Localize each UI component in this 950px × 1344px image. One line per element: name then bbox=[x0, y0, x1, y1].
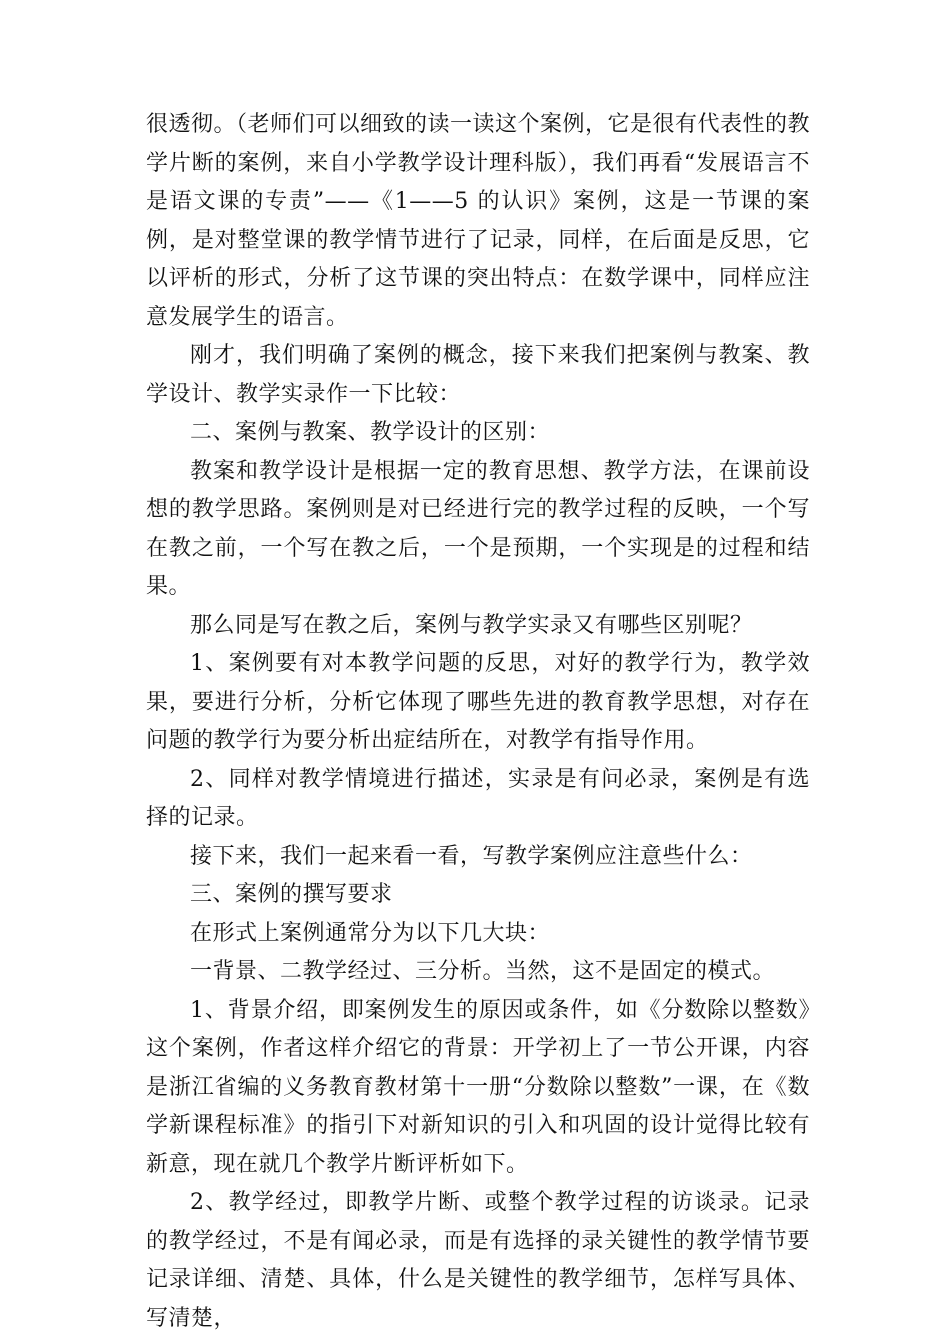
paragraph-background: 1、背景介绍，即案例发生的原因或条件，如《分数除以整数》这个案例，作者这样介绍它的背景：开学初上了一节公开课，内容是浙江省编的义务教育教材第十一册“分数除以整数”一课，在《数学新课程标准》的指引下对新知识的引入和巩固的设计觉得比较有新意，现在就几个教学片断评析如下。 bbox=[146, 997, 810, 1177]
paragraph-structure: 一背景、二教学经过、三分析。当然，这不是固定的模式。 bbox=[190, 959, 776, 984]
section-heading-2: 二、案例与教案、教学设计的区别： bbox=[190, 420, 551, 445]
paragraph-lesson-plan-difference: 教案和教学设计是根据一定的教育思想、教学方法，在课前设想的教学思路。案例则是对已经进行完的教学过程的反映，一个写在教之前，一个写在教之后，一个是预期，一个实现是的过程和结果。 bbox=[146, 458, 810, 599]
paragraph-comparison-intro: 刚才，我们明确了案例的概念，接下来我们把案例与教案、教学设计、教学实录作一下比较： bbox=[146, 343, 810, 407]
paragraph-transition: 接下来，我们一起来看一看，写教学案例应注意些什么： bbox=[190, 843, 753, 869]
paragraph-point-2: 2、同样对教学情境进行描述，实录是有问必录，案例是有选择的记录。 bbox=[146, 766, 810, 830]
paragraph-point-1: 1、案例要有对本教学问题的反思，对好的教学行为，教学效果，要进行分析，分析它体现了哪些先进的教育教学思想，对存在问题的教学行为要分析出症结所在，对教学有指导作用。 bbox=[146, 651, 810, 753]
section-heading-3: 三、案例的撰写要求 bbox=[190, 882, 393, 907]
paragraph-question: 那么同是写在教之后，案例与教学实录又有哪些区别呢？ bbox=[190, 612, 753, 638]
paragraph-form-intro: 在形式上案例通常分为以下几大块： bbox=[190, 920, 551, 946]
body-text bbox=[146, 106, 810, 1338]
paragraph-teaching-process: 2、教学经过，即教学片断、或整个教学过程的访谈录。记录的教学经过，不是有闻必录，而是有选择的录关键性的教学情节要记录详细、清楚、具体，什么是关键性的教学细节，怎样写具体、写清楚， bbox=[146, 1190, 810, 1331]
paragraph-continuation: 很透彻。（老师们可以细致的读一读这个案例，它是很有代表性的教学片断的案例，来自小学教学设计理科版），我们再看“发展语言不是语文课的专责”——《1——5 的认识》案例，这是一节课的案例，是对整堂课的教学情节进行了记录，同样，在后面是反思，它以评析的形式，分析了这节课的突出特点：在数学课中，同样应注意发展学生的语言。 bbox=[146, 112, 811, 330]
